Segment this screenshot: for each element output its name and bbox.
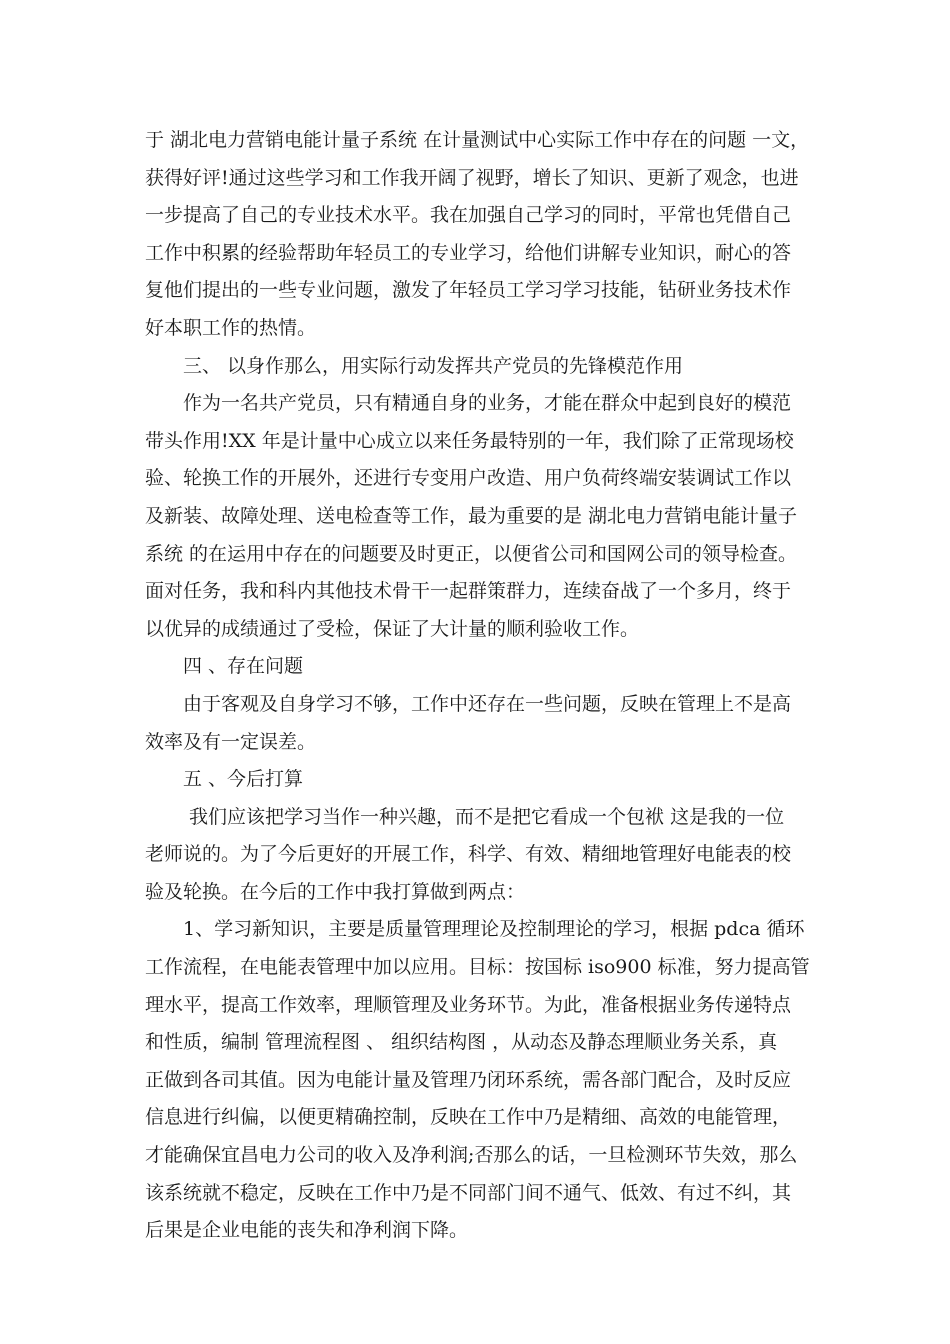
text-line: 验、轮换工作的开展外，还进行专变用户改造、用户负荷终端安装调试工作以	[145, 467, 792, 490]
text-line: 作为一名共产党员，只有精通自身的业务，才能在群众中起到良好的模范	[183, 392, 792, 415]
text-line: 信息进行纠偏，以便更精确控制，反映在工作中乃是精细、高效的电能管理，	[145, 1106, 792, 1129]
text-line: 获得好评!通过这些学习和工作我开阔了视野，增长了知识、更新了观念，也进	[145, 166, 799, 189]
text-line: 我们应该把学习当作一种兴趣，而不是把它看成一个包袱 这是我的一位	[183, 805, 785, 828]
text-line: 系统 的在运用中存在的问题要及时更正，以便省公司和国网公司的领导检查。	[145, 542, 798, 565]
text-line: 正做到各司其值。因为电能计量及管理乃闭环系统，需各部门配合，及时反应	[145, 1068, 792, 1091]
text-line: 后果是企业电能的丧失和净利润下降。	[145, 1219, 469, 1242]
section-heading: 三、 以身作那么，用实际行动发挥共产党员的先锋模范作用	[183, 354, 684, 377]
text-line: 工作流程，在电能表管理中加以应用。目标：按国标 iso900 标准，努力提高管	[145, 956, 810, 979]
text-line: 老师说的。为了今后更好的开展工作，科学、有效、精细地管理好电能表的校	[145, 843, 792, 866]
text-line: 验及轮换。在今后的工作中我打算做到两点：	[145, 880, 526, 903]
text-line: 于 湖北电力营销电能计量子系统 在计量测试中心实际工作中存在的问题 一文，	[145, 129, 810, 151]
document-body	[145, 122, 815, 1250]
text-line: 工作中积累的经验帮助年轻员工的专业学习，给他们讲解专业知识，耐心的答	[145, 241, 792, 264]
section-heading: 四 、存在问题	[183, 655, 304, 678]
text-line: 才能确保宜昌电力公司的收入及净利润;否那么的话，一旦检测环节失效，那么	[145, 1144, 798, 1167]
text-line: 效率及有一定误差。	[145, 730, 317, 753]
text-line: 带头作用!XX 年是计量中心成立以来任务最特别的一年，我们除了正常现场校	[145, 429, 794, 452]
text-line: 1、学习新知识，主要是质量管理理论及控制理论的学习，根据 pdca 循环	[183, 918, 805, 941]
text-line: 该系统就不稳定，反映在工作中乃是不同部门间不通气、低效、有过不纠，其	[145, 1181, 792, 1204]
text-line: 面对任务，我和科内其他技术骨干一起群策群力，连续奋战了一个多月，终于	[145, 580, 792, 603]
text-line: 由于客观及自身学习不够，工作中还存在一些问题，反映在管理上不是高	[183, 692, 792, 715]
text-line: 一步提高了自己的专业技术水平。我在加强自己学习的同时，平常也凭借自己	[145, 204, 792, 227]
section-heading: 五 、今后打算	[183, 768, 304, 791]
text-line: 好本职工作的热情。	[145, 316, 317, 339]
text-line: 和性质，编制 管理流程图 、 组织结构图 ，从动态及静态理顺业务关系，真	[145, 1031, 778, 1054]
text-line: 复他们提出的一些专业问题，激发了年轻员工学习学习技能，钻研业务技术作	[145, 279, 792, 302]
text-line: 理水平，提高工作效率，理顺管理及业务环节。为此，准备根据业务传递特点	[145, 993, 792, 1016]
text-line: 以优异的成绩通过了受检，保证了大计量的顺利验收工作。	[145, 617, 640, 640]
text-line: 及新装、故障处理、送电检查等工作，最为重要的是 湖北电力营销电能计量子	[145, 504, 798, 527]
